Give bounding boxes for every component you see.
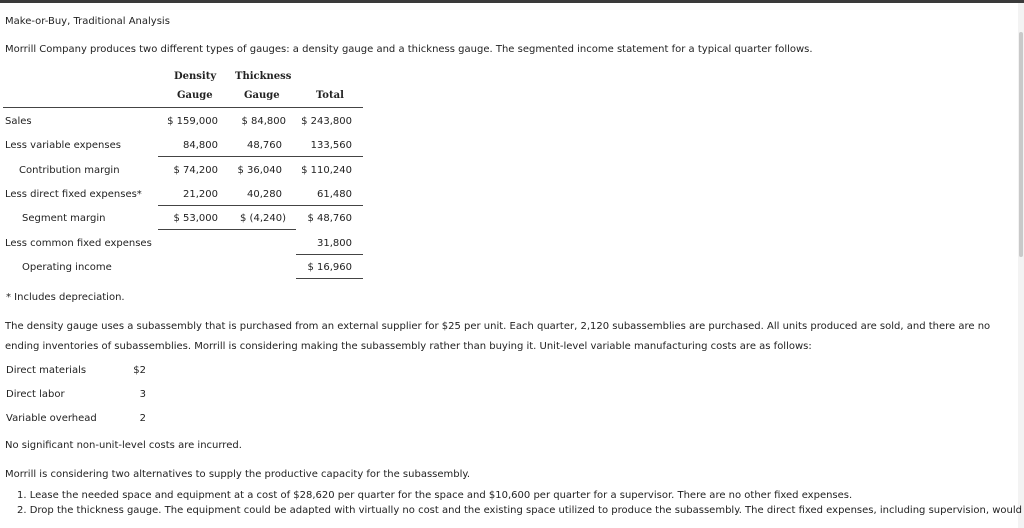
rule-after-variable	[158, 156, 363, 157]
alternatives-intro: Morrill is considering two alternatives to supply the productive capacity for the subassembly.	[5, 469, 471, 480]
subassembly-paragraph: The density gauge uses a subassembly that is purchased from an external supplier for $25 per unit. Each quarter, 2,120 subassemblies are purchased. All units produced are sold, and there are no ending inventories of subassemblies. Morrill is considering making the subassembly rather than buying it. Unit-level variable manufacturing costs are as follows:	[5, 321, 991, 352]
header-density-line2: Gauge	[177, 90, 213, 101]
cell-total-contribution: $ 110,240	[301, 165, 352, 176]
cell-density-segment: $ 53,000	[173, 213, 218, 224]
header-rule	[3, 107, 363, 108]
alternative-item-2: 2. Drop the thickness gauge. The equipment could be adapted with virtually no cost and the existing space utilized to produce the subassembly. The direct fixed expenses, including supervision, would	[17, 505, 1022, 516]
cell-total-common-fixed: 31,800	[317, 238, 352, 249]
cell-total-variable: 133,560	[310, 140, 352, 151]
row-label-segment-margin: Segment margin	[22, 213, 106, 224]
rule-after-common-fixed	[296, 254, 363, 255]
intro-paragraph: Morrill Company produces two different types of gauges: a density gauge and a thickness gauge. The segmented income statement for a typical quarter follows.	[5, 44, 813, 55]
cell-thickness-sales: $ 84,800	[241, 116, 286, 127]
row-label-common-fixed: Less common fixed expenses	[5, 238, 152, 249]
header-thickness-line2: Gauge	[244, 90, 280, 101]
row-label-direct-fixed: Less direct fixed expenses*	[5, 189, 142, 200]
cost-value-direct-materials: $2	[133, 365, 146, 376]
cell-thickness-contribution: $ 36,040	[237, 165, 282, 176]
cost-label-direct-labor: Direct labor	[6, 389, 65, 400]
cell-total-sales: $ 243,800	[301, 116, 352, 127]
cell-total-direct-fixed: 61,480	[317, 189, 352, 200]
cost-value-direct-labor: 3	[139, 389, 146, 400]
cell-density-variable: 84,800	[183, 140, 218, 151]
page-title: Make-or-Buy, Traditional Analysis	[5, 16, 170, 27]
rule-segment-density-thickness	[158, 229, 296, 230]
header-total: Total	[316, 90, 344, 101]
rule-operating-income	[296, 278, 363, 279]
cost-value-variable-overhead: 2	[139, 413, 146, 424]
cell-thickness-segment: $ (4,240)	[240, 213, 286, 224]
cell-thickness-variable: 48,760	[247, 140, 282, 151]
alternative-item-1: 1. Lease the needed space and equipment at a cost of $28,620 per quarter for the space and $10,600 per quarter for a supervisor. There are no other fixed expenses.	[17, 490, 853, 501]
top-border	[0, 0, 1024, 3]
cost-label-variable-overhead: Variable overhead	[6, 413, 97, 424]
cell-total-segment: $ 48,760	[307, 213, 352, 224]
row-label-sales: Sales	[5, 116, 32, 127]
cell-density-direct-fixed: 21,200	[183, 189, 218, 200]
cell-density-sales: $ 159,000	[167, 116, 218, 127]
scrollbar-thumb[interactable]	[1019, 32, 1023, 257]
row-label-contribution-margin: Contribution margin	[19, 165, 120, 176]
row-label-operating-income: Operating income	[22, 262, 112, 273]
cell-total-operating-income: $ 16,960	[307, 262, 352, 273]
row-label-variable-expenses: Less variable expenses	[5, 140, 121, 151]
header-thickness-line1: Thickness	[235, 71, 292, 82]
cell-density-contribution: $ 74,200	[173, 165, 218, 176]
cost-label-direct-materials: Direct materials	[6, 365, 87, 376]
cell-thickness-direct-fixed: 40,280	[247, 189, 282, 200]
footnote: * Includes depreciation.	[6, 292, 125, 303]
header-density-line1: Density	[174, 71, 217, 82]
rule-after-direct-fixed	[158, 205, 363, 206]
non-unit-costs-note: No significant non-unit-level costs are incurred.	[5, 440, 242, 451]
